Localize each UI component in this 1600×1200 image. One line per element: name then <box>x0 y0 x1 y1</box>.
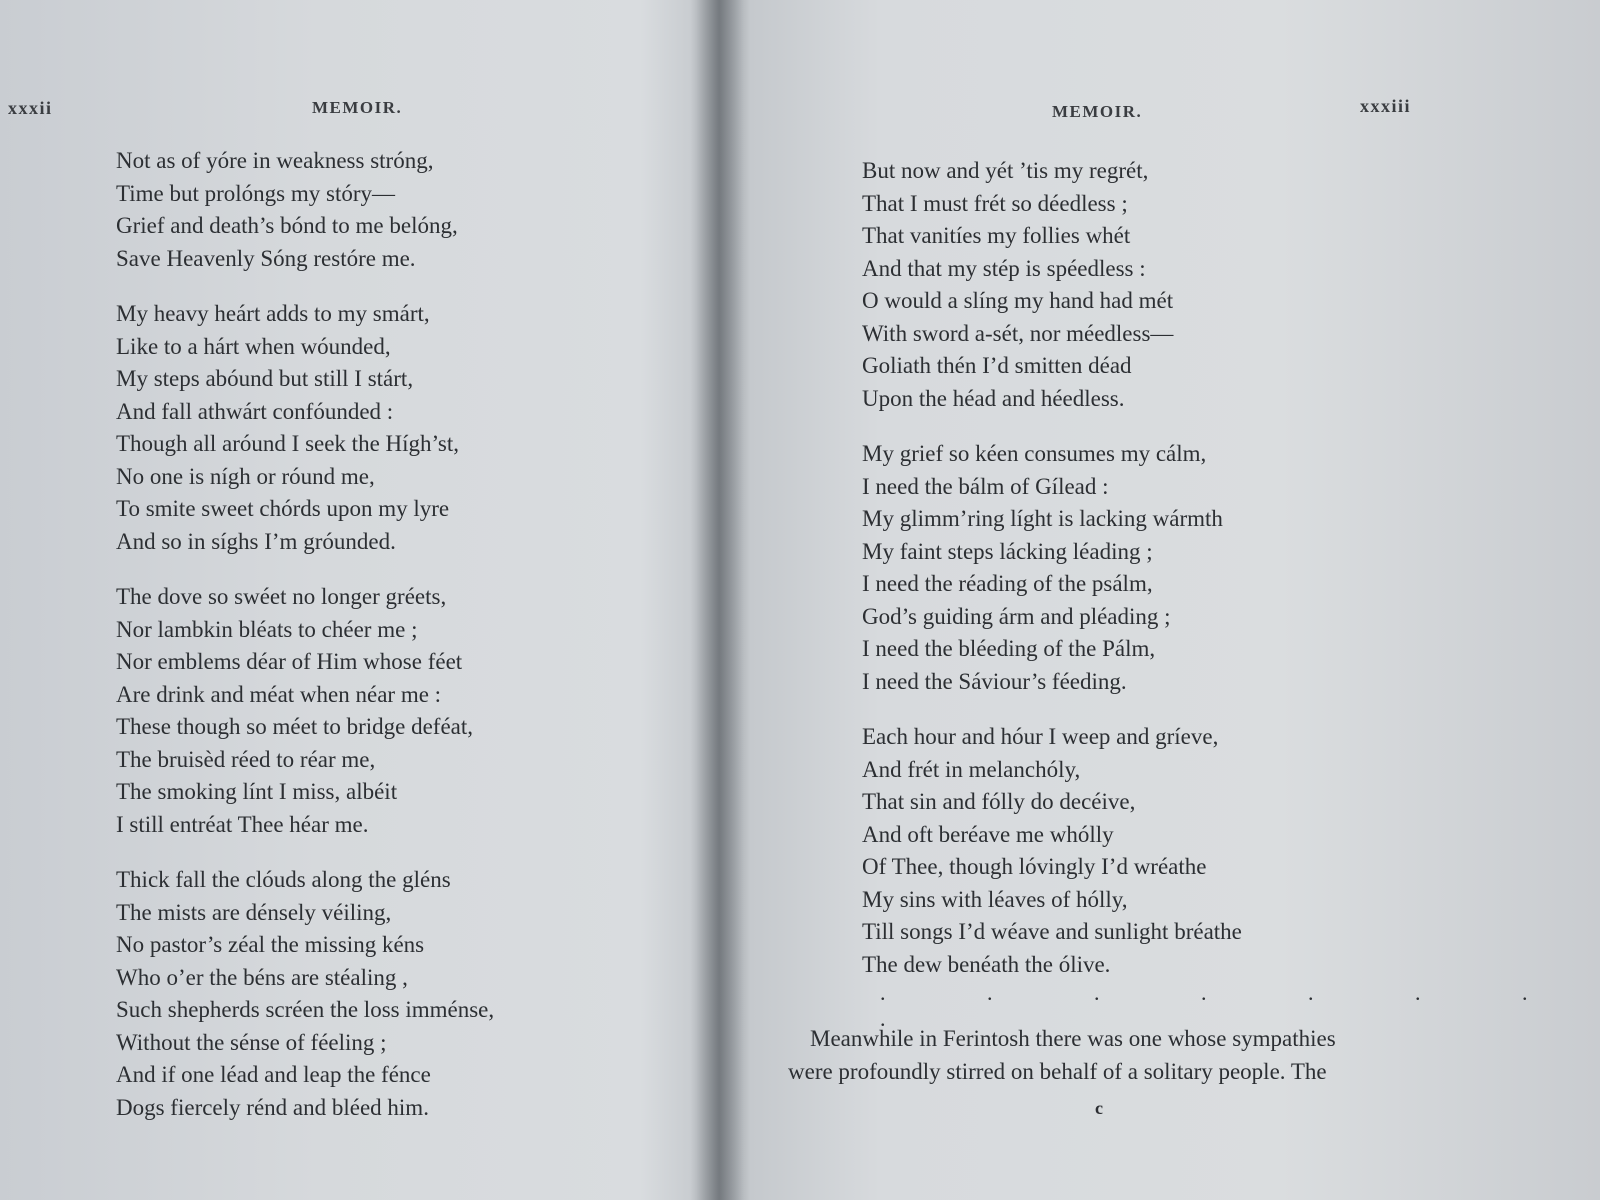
poem-line: Each hour and hóur I weep and gríeve, <box>862 724 1219 749</box>
poem-line: Dogs fiercely rénd and bléed him. <box>116 1094 429 1120</box>
poem-line: The dew benéath the ólive. <box>862 951 1111 977</box>
poem-line: Though all aróund I seek the Hígh’st, <box>116 431 460 456</box>
stanza <box>116 298 494 558</box>
stanza <box>116 145 494 275</box>
poem <box>862 155 1242 1004</box>
poem-line: My heavy heárt adds to my smárt, <box>116 301 430 326</box>
poem-line: And that my stép is spéedless : <box>862 255 1146 281</box>
poem-line: God’s guiding árm and pléading ; <box>862 603 1171 629</box>
poem-line: I need the bálm of Gílead : <box>862 473 1109 499</box>
poem-line: Are drink and méat when néar me : <box>116 681 442 707</box>
poem-line: Who o’er the béns are stéaling , <box>116 964 408 990</box>
poem <box>116 145 494 1147</box>
prose-line: were profoundly stirred on behalf of a solitary people. The <box>788 1059 1327 1084</box>
stanza <box>862 155 1242 415</box>
poem-line: I still entréat Thee héar me. <box>116 811 369 837</box>
poem-line: And fall athwárt confóunded : <box>116 398 394 424</box>
poem-line: Like to a hárt when wóunded, <box>116 333 391 359</box>
poem-line: Upon the héad and héedless. <box>862 385 1125 411</box>
poem-line: And oft beréave me whólly <box>862 821 1114 847</box>
poem-line: The bruisèd réed to réar me, <box>116 746 376 772</box>
poem-line: And frét in melanchóly, <box>862 756 1081 782</box>
poem-line: With sword a-sét, nor méedless— <box>862 320 1174 346</box>
poem-line: And so in síghs I’m gróunded. <box>116 528 396 554</box>
page-number: xxxiii <box>1360 96 1412 116</box>
poem-line: My steps abóund but still I stárt, <box>116 366 414 391</box>
poem-line: My sins with léaves of hólly, <box>862 886 1128 912</box>
left-page <box>0 0 715 1200</box>
poem-line: And if one léad and leap the fénce <box>116 1062 431 1087</box>
poem-line: But now and yét ’tis my regrét, <box>862 158 1149 183</box>
poem-line: My faint steps lácking léading ; <box>862 538 1153 564</box>
stanza <box>862 721 1242 981</box>
prose-line: Meanwhile in Ferintosh there was one whose sympathies <box>810 1026 1336 1051</box>
poem-line: Grief and death’s bónd to me belóng, <box>116 213 458 238</box>
poem-line: My glimm’ring líght is lacking wármth <box>862 506 1223 531</box>
poem-line: These though so méet to bridge deféat, <box>116 714 474 739</box>
poem-line: No pastor’s zéal the missing kéns <box>116 932 425 957</box>
poem-line: Such shepherds scréen the loss imménse, <box>116 997 495 1022</box>
poem-line: That sin and fólly do decéive, <box>862 789 1136 814</box>
poem-line: Thick fall the clóuds along the gléns <box>116 867 451 892</box>
running-head: MEMOIR. <box>312 98 403 117</box>
poem-line: That I must frét so déedless ; <box>862 190 1128 216</box>
poem-line: I need the réading of the psálm, <box>862 571 1153 596</box>
poem-line: Time but prolóngs my stóry— <box>116 180 396 206</box>
prose-paragraph <box>788 1022 1438 1088</box>
running-head: MEMOIR. <box>1052 102 1143 121</box>
poem-line: Till songs I’d wéave and sunlight bréathe <box>862 919 1242 944</box>
stanza <box>862 438 1242 698</box>
poem-line: Nor lambkin bléats to chéer me ; <box>116 616 418 642</box>
page-number: xxxii <box>8 98 53 118</box>
poem-line: The mists are dénsely véiling, <box>116 899 392 925</box>
poem-line: The dove so swéet no longer gréets, <box>116 584 447 609</box>
stanza <box>116 581 494 841</box>
poem-line: O would a slíng my hand had mét <box>862 288 1174 313</box>
stanza <box>116 864 494 1124</box>
right-page <box>740 0 1600 1200</box>
poem-line: Without the sénse of féeling ; <box>116 1029 387 1055</box>
poem-line: Of Thee, though lóvingly I’d wréathe <box>862 854 1207 879</box>
section-separator: . . . . . . . . <box>880 980 1576 1031</box>
poem-line: I need the bléeding of the Pálm, <box>862 636 1156 661</box>
signature-mark: c <box>1095 1098 1103 1118</box>
poem-line: My grief so kéen consumes my cálm, <box>862 441 1207 466</box>
poem-line: I need the Sáviour’s féeding. <box>862 668 1127 694</box>
poem-line: Save Heavenly Sóng restóre me. <box>116 245 416 271</box>
poem-line: Nor emblems déar of Him whose féet <box>116 649 463 674</box>
poem-line: The smoking línt I miss, albéit <box>116 779 398 804</box>
poem-line: No one is nígh or róund me, <box>116 463 375 489</box>
poem-line: Goliath thén I’d smitten déad <box>862 353 1132 378</box>
poem-line: To smite sweet chórds upon my lyre <box>116 496 450 521</box>
poem-line: Not as of yóre in weakness stróng, <box>116 148 434 173</box>
poem-line: That vanitíes my follies whét <box>862 223 1131 248</box>
